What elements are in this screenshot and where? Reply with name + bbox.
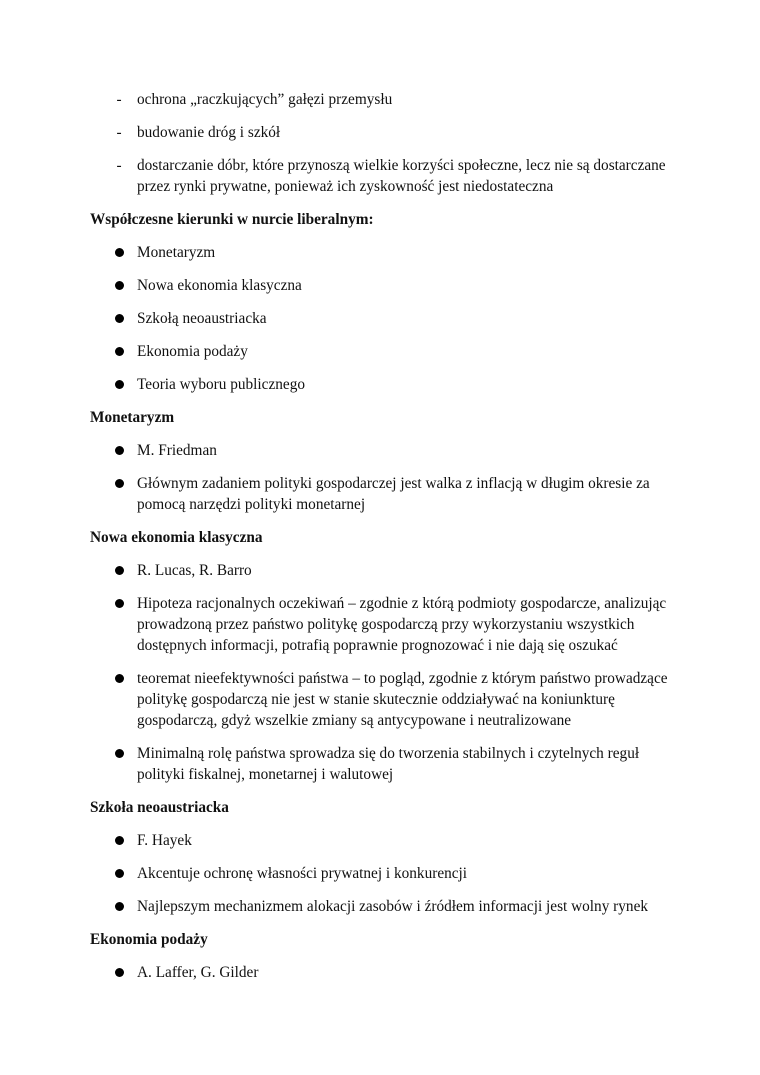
text-line: F. Hayek xyxy=(137,832,192,849)
bullet-icon xyxy=(112,896,126,917)
dash-marker-icon: - xyxy=(116,157,122,174)
list-item xyxy=(90,962,690,983)
text-line: dostępnych informacji, potrafią poprawnie prognozować i nie dają się oszukać xyxy=(137,637,618,654)
document-page xyxy=(90,89,690,995)
text-line: Teoria wyboru publicznego xyxy=(137,376,305,393)
text-line: polityki fiskalnej, monetarnej i walutowej xyxy=(137,766,394,783)
bullet-dot-icon xyxy=(115,380,124,389)
bullet-dot-icon xyxy=(115,281,124,290)
list-item xyxy=(90,668,690,731)
bullet-dot-icon xyxy=(115,674,124,683)
text-line: A. Laffer, G. Gilder xyxy=(137,964,259,981)
bullet-dot-icon xyxy=(115,314,124,323)
text-line: M. Friedman xyxy=(137,442,217,459)
bullet-icon xyxy=(112,374,126,395)
list-item xyxy=(90,308,690,329)
text-line: Nowa ekonomia klasyczna xyxy=(90,529,263,546)
text-line: gospodarczą, gdyż wszelkie zmiany są antycypowane i neutralizowane xyxy=(137,712,572,729)
list-item xyxy=(90,830,690,851)
section-heading xyxy=(90,929,690,950)
list-item xyxy=(90,560,690,581)
bullet-icon xyxy=(112,440,126,461)
section-heading xyxy=(90,209,690,230)
bullet-icon xyxy=(112,341,126,362)
text-line: Monetaryzm xyxy=(137,244,216,261)
list-item xyxy=(90,122,690,143)
section-heading xyxy=(90,527,690,548)
bullet-dot-icon xyxy=(115,347,124,356)
list-item xyxy=(90,743,690,785)
text-line: Najlepszym mechanizmem alokacji zasobów i źródłem informacji jest wolny rynek xyxy=(137,898,649,915)
dash-marker-icon: - xyxy=(116,91,122,108)
text-line: dostarczanie dóbr, które przynoszą wielkie korzyści społeczne, lecz nie są dostarczane xyxy=(137,157,666,174)
bullet-icon xyxy=(112,560,126,581)
text-line: Współczesne kierunki w nurcie liberalnym: xyxy=(90,211,374,228)
list-item xyxy=(90,896,690,917)
dash-marker-icon: - xyxy=(116,124,122,141)
bullet-dot-icon xyxy=(115,749,124,758)
list-item xyxy=(90,473,690,515)
bullet-dot-icon xyxy=(115,446,124,455)
text-line: teoremat nieefektywności państwa – to pogląd, zgodnie z którym państwo prowadzące xyxy=(137,670,668,687)
list-item xyxy=(90,155,690,197)
section-heading xyxy=(90,797,690,818)
list-item xyxy=(90,440,690,461)
bullet-dot-icon xyxy=(115,599,124,608)
bullet-icon xyxy=(112,275,126,296)
text-line: R. Lucas, R. Barro xyxy=(137,562,252,579)
bullet-icon xyxy=(112,242,126,263)
bullet-icon xyxy=(112,473,126,494)
list-item xyxy=(90,374,690,395)
bullet-dot-icon xyxy=(115,479,124,488)
bullet-icon xyxy=(112,308,126,329)
bullet-icon xyxy=(112,830,126,851)
text-line: Ekonomia podaży xyxy=(137,343,248,360)
bullet-icon xyxy=(112,743,126,764)
list-item xyxy=(90,593,690,656)
bullet-dot-icon xyxy=(115,968,124,977)
bullet-dot-icon xyxy=(115,902,124,911)
list-item xyxy=(90,242,690,263)
bullet-icon xyxy=(112,962,126,983)
bullet-icon xyxy=(112,668,126,689)
text-line: Monetaryzm xyxy=(90,409,175,426)
text-line: Szkoła neoaustriacka xyxy=(90,799,229,816)
bullet-dot-icon xyxy=(115,248,124,257)
list-item xyxy=(90,863,690,884)
text-line: Głównym zadaniem polityki gospodarczej jest walka z inflacją w długim okresie za xyxy=(137,475,650,492)
text-line: Minimalną rolę państwa sprowadza się do tworzenia stabilnych i czytelnych reguł xyxy=(137,745,640,762)
text-line: przez rynki prywatne, ponieważ ich zyskowność jest niedostateczna xyxy=(137,178,554,195)
section-heading xyxy=(90,407,690,428)
text-line: Akcentuje ochronę własności prywatnej i konkurencji xyxy=(137,865,468,882)
text-line: budowanie dróg i szkół xyxy=(137,124,281,141)
text-line: Nowa ekonomia klasyczna xyxy=(137,277,302,294)
text-line: prowadzoną przez państwo politykę gospodarczą przy wykorzystaniu wszystkich xyxy=(137,616,635,633)
bullet-dot-icon xyxy=(115,836,124,845)
text-line: Ekonomia podaży xyxy=(90,931,208,948)
bullet-icon xyxy=(112,593,126,614)
text-line: Hipoteza racjonalnych oczekiwań – zgodnie z którą podmioty gospodarcze, analizując xyxy=(137,595,667,612)
text-line: pomocą narzędzi polityki monetarnej xyxy=(137,496,366,513)
list-item xyxy=(90,341,690,362)
text-line: Szkołą neoaustriacka xyxy=(137,310,267,327)
bullet-icon xyxy=(112,863,126,884)
text-line: politykę gospodarczą nie jest w stanie skutecznie oddziaływać na koniunkturę xyxy=(137,691,615,708)
list-item xyxy=(90,89,690,110)
list-item xyxy=(90,275,690,296)
bullet-dot-icon xyxy=(115,869,124,878)
text-line: ochrona „raczkujących” gałęzi przemysłu xyxy=(137,91,393,108)
bullet-dot-icon xyxy=(115,566,124,575)
